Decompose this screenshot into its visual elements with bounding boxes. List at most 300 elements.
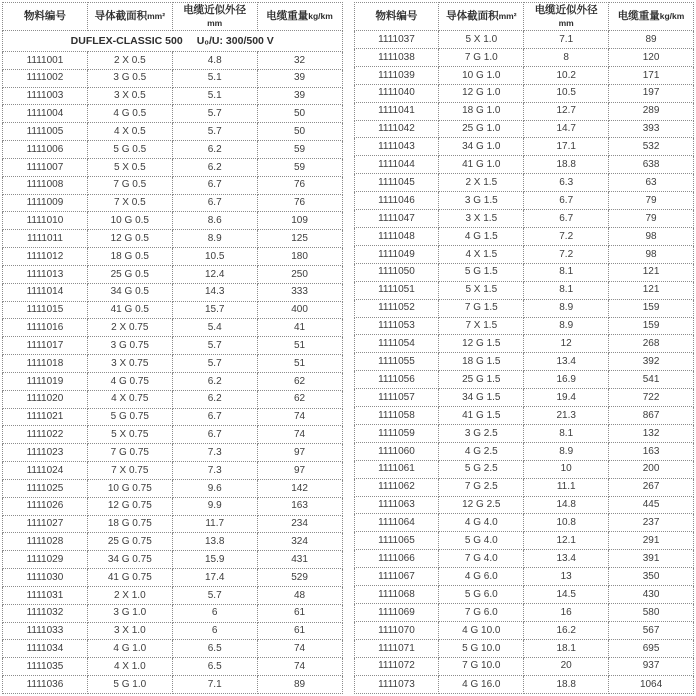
cell-material-id: 1111029 [3,551,88,569]
cell-cross-section: 2 X 1.5 [439,174,524,192]
cell-outer-diameter: 6 [172,604,257,622]
cell-material-id: 1111006 [3,141,88,159]
cell-material-id: 1111007 [3,158,88,176]
table-row [354,263,694,281]
cell-outer-diameter: 5.4 [172,319,257,337]
cell-cross-section: 41 G 0.5 [87,301,172,319]
table-row [3,390,343,408]
product-name: DUFLEX-CLASSIC 500 [70,34,183,47]
cell-outer-diameter: 12.7 [524,102,609,120]
table-row [3,622,343,640]
cell-weight: 350 [609,568,694,586]
cell-cross-section: 12 G 0.5 [87,230,172,248]
cell-cross-section: 5 G 6.0 [439,586,524,604]
cell-outer-diameter: 6.7 [172,176,257,194]
cell-material-id: 1111018 [3,355,88,373]
table-row [354,604,694,622]
cell-weight: 125 [257,230,342,248]
cell-weight: 132 [609,424,694,442]
cell-weight: 532 [609,138,694,156]
cell-outer-diameter: 6 [172,622,257,640]
cell-cross-section: 10 G 0.75 [87,479,172,497]
cell-outer-diameter: 5.7 [172,105,257,123]
cell-cross-section: 41 G 1.5 [439,407,524,425]
cell-cross-section: 18 G 0.5 [87,248,172,266]
cell-cross-section: 3 X 0.5 [87,87,172,105]
cell-cross-section: 7 G 1.0 [439,48,524,66]
cell-material-id: 1111069 [354,604,439,622]
table-row [354,174,694,192]
cell-cross-section: 4 X 0.5 [87,123,172,141]
cell-outer-diameter: 14.7 [524,120,609,138]
table-body-right [354,31,694,694]
cell-weight: 1064 [609,675,694,693]
cell-cross-section: 25 G 0.5 [87,265,172,283]
cell-cross-section: 7 G 6.0 [439,604,524,622]
cell-cross-section: 4 G 1.0 [87,640,172,658]
cell-material-id: 1111012 [3,248,88,266]
cell-weight: 39 [257,87,342,105]
cell-material-id: 1111043 [354,138,439,156]
table-header-right [354,3,694,31]
cell-material-id: 1111028 [3,533,88,551]
cell-outer-diameter: 17.1 [524,138,609,156]
cell-cross-section: 3 G 2.5 [439,424,524,442]
cell-cross-section: 3 G 0.75 [87,337,172,355]
column-header-label: 物料编号 [375,10,418,23]
table-row [354,389,694,407]
cell-weight: 529 [257,569,342,587]
table-row [3,444,343,462]
cell-cross-section: 4 G 16.0 [439,675,524,693]
cell-weight: 289 [609,102,694,120]
cell-outer-diameter: 16.9 [524,371,609,389]
cell-weight: 51 [257,355,342,373]
table-row [354,210,694,228]
cell-cross-section: 5 G 2.5 [439,460,524,478]
cell-weight: 76 [257,176,342,194]
cell-cross-section: 3 G 1.5 [439,192,524,210]
cell-cross-section: 2 X 0.5 [87,52,172,70]
cell-outer-diameter: 8.9 [524,299,609,317]
cell-material-id: 1111005 [3,123,88,141]
column-header-outer-diameter [524,3,609,31]
cell-cross-section: 4 G 0.75 [87,372,172,390]
cell-outer-diameter: 14.5 [524,586,609,604]
table-row [354,227,694,245]
cell-outer-diameter: 5.7 [172,337,257,355]
table-row [3,372,343,390]
cell-cross-section: 5 X 0.75 [87,426,172,444]
table-row [3,604,343,622]
cell-outer-diameter: 6.5 [172,640,257,658]
column-header-label: 导体截面积 [446,10,499,23]
table-row [354,245,694,263]
cell-material-id: 1111056 [354,371,439,389]
column-header-material-id [354,3,439,31]
table-row [3,69,343,87]
cell-cross-section: 12 G 1.0 [439,84,524,102]
cell-weight: 76 [257,194,342,212]
cell-outer-diameter: 10.2 [524,66,609,84]
cell-outer-diameter: 18.8 [524,675,609,693]
cell-weight: 97 [257,444,342,462]
table-body-left [3,31,343,694]
column-header-cross-section [87,3,172,31]
cell-outer-diameter: 11.7 [172,515,257,533]
cell-material-id: 1111058 [354,407,439,425]
cell-weight: 120 [609,48,694,66]
product-subtitle-row [3,31,343,52]
cell-weight: 163 [609,442,694,460]
cell-material-id: 1111017 [3,337,88,355]
cell-material-id: 1111071 [354,639,439,657]
column-header-label: 物料编号 [23,10,66,23]
cell-cross-section: 5 G 1.0 [87,675,172,693]
cell-weight: 48 [257,586,342,604]
cell-material-id: 1111066 [354,550,439,568]
table-row [3,586,343,604]
cell-outer-diameter: 8.9 [524,442,609,460]
cell-cross-section: 7 X 1.5 [439,317,524,335]
cell-weight: 89 [609,31,694,49]
cell-material-id: 1111030 [3,569,88,587]
cell-outer-diameter: 8.1 [524,263,609,281]
cell-cross-section: 4 G 4.0 [439,514,524,532]
cell-cross-section: 10 G 0.5 [87,212,172,230]
cell-cross-section: 7 G 0.5 [87,176,172,194]
cell-weight: 180 [257,248,342,266]
cell-weight: 268 [609,335,694,353]
cell-outer-diameter: 8.9 [524,317,609,335]
table-row [354,657,694,675]
cell-cross-section: 5 G 0.5 [87,141,172,159]
cell-outer-diameter: 14.8 [524,496,609,514]
cell-weight: 51 [257,337,342,355]
cell-material-id: 1111020 [3,390,88,408]
cell-cross-section: 3 X 1.5 [439,210,524,228]
cell-outer-diameter: 12.1 [524,532,609,550]
cell-outer-diameter: 18.1 [524,639,609,657]
voltage-rating: U₀/U: 300/500 V [196,34,274,47]
column-header-label: 电缆近似外径 [534,4,598,17]
cell-weight: 97 [257,462,342,480]
table-row [3,497,343,515]
product-subtitle-cell [3,31,343,52]
cell-outer-diameter: 7.1 [524,31,609,49]
cell-weight: 89 [257,675,342,693]
table-row [354,31,694,49]
cell-material-id: 1111033 [3,622,88,640]
cell-material-id: 1111026 [3,497,88,515]
table-row [3,105,343,123]
cell-outer-diameter: 7.1 [172,675,257,693]
cell-outer-diameter: 5.1 [172,69,257,87]
cell-outer-diameter: 6.7 [172,408,257,426]
cell-cross-section: 25 G 1.0 [439,120,524,138]
cell-cross-section: 34 G 0.75 [87,551,172,569]
cell-weight: 74 [257,408,342,426]
table-row [3,675,343,693]
cell-weight: 159 [609,299,694,317]
cell-material-id: 1111050 [354,263,439,281]
cell-weight: 163 [257,497,342,515]
table-row [354,550,694,568]
cell-outer-diameter: 13.8 [172,533,257,551]
cell-cross-section: 18 G 0.75 [87,515,172,533]
column-header-label: 导体截面积 [94,10,148,23]
cell-weight: 567 [609,621,694,639]
cell-material-id: 1111009 [3,194,88,212]
table-row [3,658,343,676]
column-header-unit: mm² [147,11,166,22]
cell-weight: 62 [257,390,342,408]
cell-material-id: 1111019 [3,372,88,390]
cell-weight: 121 [609,263,694,281]
cell-cross-section: 2 X 1.0 [87,586,172,604]
cell-cross-section: 18 G 1.5 [439,353,524,371]
table-row [354,138,694,156]
cell-outer-diameter: 6.7 [172,194,257,212]
cell-weight: 267 [609,478,694,496]
cell-cross-section: 5 X 1.0 [439,31,524,49]
cell-material-id: 1111053 [354,317,439,335]
cell-material-id: 1111041 [354,102,439,120]
cell-outer-diameter: 6.7 [172,426,257,444]
column-header-weight [609,3,694,31]
cell-material-id: 1111068 [354,586,439,604]
cell-cross-section: 7 G 0.75 [87,444,172,462]
cell-weight: 197 [609,84,694,102]
cell-weight: 79 [609,192,694,210]
cell-material-id: 1111011 [3,230,88,248]
table-row [354,532,694,550]
cell-material-id: 1111016 [3,319,88,337]
cell-outer-diameter: 14.3 [172,283,257,301]
cell-outer-diameter: 13.4 [524,550,609,568]
cell-material-id: 1111004 [3,105,88,123]
cell-material-id: 1111027 [3,515,88,533]
cell-weight: 580 [609,604,694,622]
cell-outer-diameter: 19.4 [524,389,609,407]
cell-weight: 50 [257,105,342,123]
cell-weight: 695 [609,639,694,657]
cell-material-id: 1111051 [354,281,439,299]
cell-outer-diameter: 9.6 [172,479,257,497]
cell-outer-diameter: 20 [524,657,609,675]
cell-cross-section: 2 X 0.75 [87,319,172,337]
cell-material-id: 1111038 [354,48,439,66]
table-row [3,283,343,301]
column-header-unit: mm [207,17,223,28]
cell-outer-diameter: 9.9 [172,497,257,515]
table-row [354,299,694,317]
cell-outer-diameter: 8.9 [172,230,257,248]
table-row [3,319,343,337]
cell-weight: 391 [609,550,694,568]
cell-cross-section: 5 G 0.75 [87,408,172,426]
cell-material-id: 1111065 [354,532,439,550]
column-header-weight [257,3,342,31]
cell-weight: 98 [609,245,694,263]
table-row [3,265,343,283]
header-row [354,3,694,31]
cell-weight: 937 [609,657,694,675]
table-row [354,317,694,335]
table-row [354,442,694,460]
cell-weight: 867 [609,407,694,425]
cell-material-id: 1111049 [354,245,439,263]
cell-material-id: 1111003 [3,87,88,105]
cell-outer-diameter: 6.2 [172,372,257,390]
cell-material-id: 1111025 [3,479,88,497]
column-header-unit: mm² [498,11,517,22]
cell-weight: 79 [609,210,694,228]
cell-cross-section: 4 X 1.5 [439,245,524,263]
cell-cross-section: 4 G 0.5 [87,105,172,123]
table-row [3,248,343,266]
cell-material-id: 1111034 [3,640,88,658]
table-row [3,123,343,141]
cell-weight: 121 [609,281,694,299]
spec-table-left [2,2,343,694]
table-row [354,424,694,442]
cell-cross-section: 4 X 1.0 [87,658,172,676]
cell-cross-section: 12 G 2.5 [439,496,524,514]
table-row [354,66,694,84]
cell-cross-section: 7 X 0.5 [87,194,172,212]
cell-outer-diameter: 15.9 [172,551,257,569]
cell-cross-section: 4 G 10.0 [439,621,524,639]
cell-material-id: 1111042 [354,120,439,138]
cell-material-id: 1111070 [354,621,439,639]
cell-material-id: 1111047 [354,210,439,228]
cell-material-id: 1111052 [354,299,439,317]
cell-outer-diameter: 18.8 [524,156,609,174]
table-row [3,52,343,70]
table-row [354,335,694,353]
cell-outer-diameter: 6.2 [172,141,257,159]
cell-weight: 400 [257,301,342,319]
cell-cross-section: 18 G 1.0 [439,102,524,120]
cell-outer-diameter: 6.7 [524,210,609,228]
cell-cross-section: 4 X 0.75 [87,390,172,408]
cell-weight: 333 [257,283,342,301]
table-row [354,102,694,120]
cell-weight: 722 [609,389,694,407]
cell-outer-diameter: 10.5 [172,248,257,266]
cell-weight: 62 [257,372,342,390]
cell-weight: 638 [609,156,694,174]
table-row [354,460,694,478]
table-row [3,301,343,319]
cell-cross-section: 3 G 1.0 [87,604,172,622]
cell-material-id: 1111048 [354,227,439,245]
cell-weight: 430 [609,586,694,604]
cell-cross-section: 5 X 1.5 [439,281,524,299]
cell-cross-section: 7 G 10.0 [439,657,524,675]
column-header-cross-section [439,3,524,31]
cell-outer-diameter: 7.2 [524,227,609,245]
table-row [354,156,694,174]
cell-weight: 32 [257,52,342,70]
cell-outer-diameter: 17.4 [172,569,257,587]
cell-material-id: 1111064 [354,514,439,532]
cell-outer-diameter: 4.8 [172,52,257,70]
cell-weight: 61 [257,622,342,640]
cell-material-id: 1111035 [3,658,88,676]
table-row [354,407,694,425]
table-row [3,426,343,444]
table-row [3,479,343,497]
cell-outer-diameter: 16.2 [524,621,609,639]
cell-weight: 159 [609,317,694,335]
table-row [354,478,694,496]
cell-cross-section: 3 G 0.5 [87,69,172,87]
cell-outer-diameter: 21.3 [524,407,609,425]
cell-cross-section: 10 G 1.0 [439,66,524,84]
cell-cross-section: 7 G 4.0 [439,550,524,568]
table-row [3,569,343,587]
table-row [354,353,694,371]
cell-cross-section: 7 X 0.75 [87,462,172,480]
cell-outer-diameter: 6.7 [524,192,609,210]
cell-material-id: 1111044 [354,156,439,174]
column-header-unit: kg/km [308,11,333,22]
cell-outer-diameter: 11.1 [524,478,609,496]
cell-weight: 392 [609,353,694,371]
cell-weight: 74 [257,658,342,676]
cell-outer-diameter: 7.3 [172,444,257,462]
cell-weight: 109 [257,212,342,230]
table-row [354,48,694,66]
cell-material-id: 1111001 [3,52,88,70]
cell-outer-diameter: 13.4 [524,353,609,371]
column-header-label: 电缆近似外径 [183,4,247,17]
cell-material-id: 1111057 [354,389,439,407]
cell-weight: 431 [257,551,342,569]
table-row [3,230,343,248]
cell-weight: 237 [609,514,694,532]
cell-cross-section: 3 X 1.0 [87,622,172,640]
cell-cross-section: 3 X 0.75 [87,355,172,373]
cell-cross-section: 4 G 1.5 [439,227,524,245]
cell-outer-diameter: 12 [524,335,609,353]
cell-material-id: 1111021 [3,408,88,426]
cell-material-id: 1111059 [354,424,439,442]
table-row [3,141,343,159]
cell-weight: 291 [609,532,694,550]
cell-material-id: 1111014 [3,283,88,301]
cell-material-id: 1111023 [3,444,88,462]
cell-weight: 250 [257,265,342,283]
cell-weight: 63 [609,174,694,192]
cell-material-id: 1111015 [3,301,88,319]
cell-cross-section: 5 X 0.5 [87,158,172,176]
table-row [3,212,343,230]
table-row [354,568,694,586]
table-row [354,639,694,657]
table-row [3,158,343,176]
cell-outer-diameter: 5.7 [172,355,257,373]
cell-weight: 50 [257,123,342,141]
cell-cross-section: 34 G 0.5 [87,283,172,301]
cell-weight: 41 [257,319,342,337]
cell-outer-diameter: 12.4 [172,265,257,283]
cell-outer-diameter: 8.6 [172,212,257,230]
cell-outer-diameter: 8 [524,48,609,66]
cell-weight: 98 [609,227,694,245]
